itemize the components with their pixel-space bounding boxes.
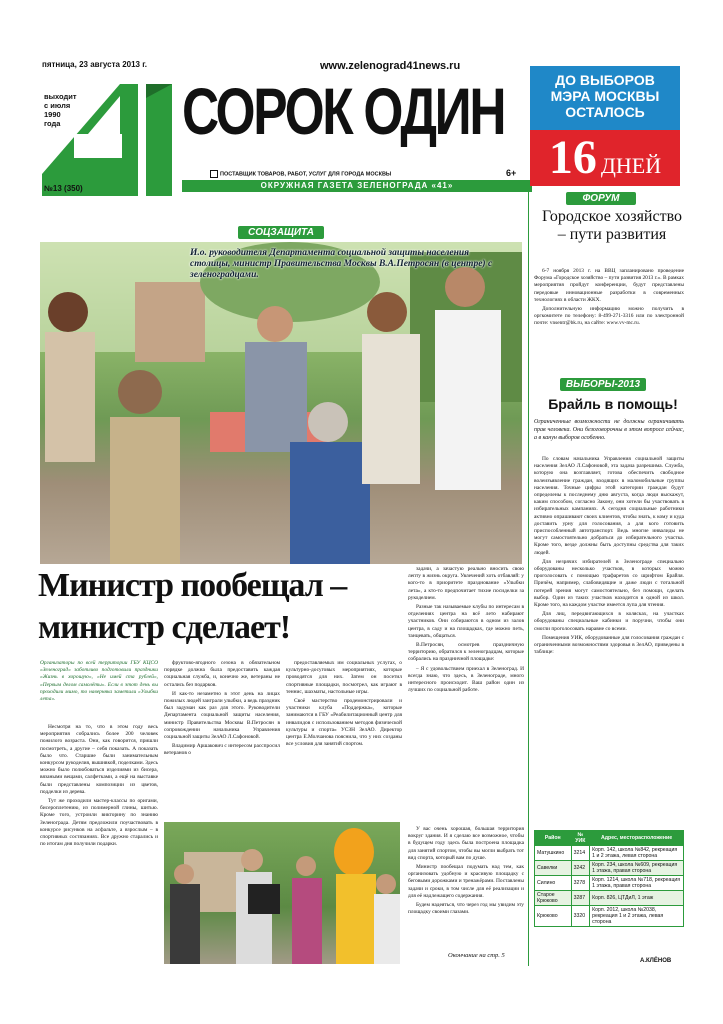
forum-body (534, 268, 684, 352)
elections-author: А.КЛЁНОВ (640, 958, 672, 964)
story-col-3 (286, 660, 402, 820)
countdown-number: 16 (548, 131, 597, 184)
story-paragraph: предоставляемых им социальных услугах, о культурно-досуговых мероприятиях, которые проводятся для них. Затем он посетил спортивные площадки, посмотрел, как играют в теннис, шахматы, настольные игры. (286, 660, 402, 695)
date-line: пятница, 23 августа 2013 г. (42, 60, 147, 69)
subtitle-bar (182, 180, 532, 192)
continued-note[interactable]: Окончание на стр. 5 (448, 952, 505, 959)
table-row (535, 906, 684, 927)
countdown-days (530, 130, 680, 186)
paper-title: СОРОК ОДИН (182, 74, 505, 148)
issue-number: №13 (350) (44, 184, 83, 193)
table-row (535, 876, 684, 891)
website-url[interactable]: www.zelenograd41news.ru (320, 60, 461, 72)
elections-body (534, 456, 684, 806)
slogan-text: ПОСТАВЩИК ТОВАРОВ, РАБОТ, УСЛУГ ДЛЯ ГОРОДА МОСКВЫ (220, 171, 392, 178)
main-photo (20, 242, 522, 564)
supplier-icon (210, 170, 218, 178)
table-cell: Корп. 234, школа №609, рекреация 1 этажа, правая сторона (590, 861, 684, 876)
forum-tag: ФОРУМ (566, 192, 636, 205)
elections-paragraph: Помещения УИК, оборудованные для голосования граждан с ограниченными возможностями здоровья в ЗелАО, приведены в таблице: (534, 634, 684, 656)
forum-headline: Городское хозяйство – пути развития (541, 208, 683, 243)
founded-label: выходит с июля 1990 года (44, 92, 77, 128)
table-row (535, 846, 684, 861)
table-cell: Силино (535, 876, 572, 891)
story-paragraph: Министр пообещал подумать над тем, как организовать удобную и красивую площадку с беговыми дорожками и тренажёрами. Поставлены задачи и сроки, в том числе для её реализации и для её надлежащего содержания. (408, 864, 524, 899)
photo-scene (40, 242, 522, 564)
story-paragraph: Своё мастерство продемонстрировали и участники клуба «Поддержка», которые занимаются в ГБУ «Реабилитационный центр для инвалидов с использованием методов физической культуры и спорта» УСЗН ЗелАО. Директор центра Е.Молчанова пояснила, что у них созданы все условия для занятий спортом. (286, 698, 402, 748)
forum-paragraph: 6-7 ноября 2013 г. на ВВЦ запланировано проведение Форума «Городское хозяйство – пути развития 2013 г.». В рамках мероприятия пройдут конференции, будут представлены передовые инновационные разработки в современных технологиях в области ЖКХ. (534, 268, 685, 303)
secondary-photo (164, 822, 400, 964)
story-paragraph: Владимир Аршакович с интересом расспросил ветеранов о (164, 743, 280, 757)
table-cell: 3287 (571, 891, 590, 906)
table-cell: Матушкино (535, 846, 572, 861)
story-paragraph: В.Петросян, осмотрев праздничную территорию, обратился к зеленоградцам, которые собрались на праздничной площадке: (408, 642, 524, 663)
story-col-4 (408, 566, 524, 822)
story-paragraph: Несмотря на то, что в этом году весь мероприятия собрались более 200 человек пожилого возраста. Они, как говорится, пришли посмотреть, а другие – себя показать. А показать было что. Старшие были занимательным конкурсом рукоделия, вышивкой, поделками. Здесь можно было полюбоваться изделиями из бисера, вязаными вещами, салфетками, а ещё на выставке были представлены композиции из цветов, подделки из дерева. (40, 724, 158, 795)
column-divider (528, 190, 529, 966)
story-paragraph: – Я с удовольствием приехал в Зеленоград. И всегда знаю, что здесь, в Зеленограде, много интересного происходит. Ваш район один из лучших по социальной работе. (408, 665, 524, 694)
story-col-5 (408, 826, 524, 948)
subtitle: ОКРУЖНАЯ ГАЗЕТА ЗЕЛЕНОГРАДА «41» (260, 181, 454, 190)
forum-paragraph: Дополнительную информацию можно получить в оргкомитете по телефону: 8-499-271-3316 или по электронной почте: vnsentr@bk.ru, на сайте: www.vv-mc.ru. (534, 306, 684, 327)
countdown-top: ДО ВЫБОРОВ МЭРА МОСКВЫ ОСТАЛОСЬ (550, 72, 660, 120)
table-cell: Корп. 826, ЦТДиЛ, 1 этаж (590, 891, 684, 906)
photo-caption: И.о. руководителя Департамента социальной защиты населения столицы, министр Правительства Москвы В.А.Петросян (в центре) с зеленоградцами. (190, 248, 493, 280)
table-cell: Корп. 2012, школа №2038, рекреация 1 и 2 этажа, левая сторона (590, 906, 684, 927)
table-cell: Савелки (535, 861, 572, 876)
table-header: № УИК (571, 831, 590, 846)
story-paragraph: Тут же проходили мастер-классы по оригами, бисероплетению, из полимерной глины, шитью. Кроме того, устроили викторину по знанию Зеленограда. Детям предложили поучаствовать в конкурсе рисунков на асфальте, а взрослым – в спортивных состязаниях. Все дружно старались и по итогам дня получили подарки. (40, 798, 158, 848)
countdown-header (530, 66, 680, 130)
main-headline-2: министр сделает! (38, 609, 291, 646)
table-header: Район (535, 831, 572, 846)
story-paragraph: Разные так называемые клубы по интересам в отделениях центра на всё лето набирают участников. Они собираются в одном из залов центра, в саду и на площадках, где можно петь, танцевать, общаться. (408, 604, 524, 639)
polling-table (534, 830, 684, 927)
photo-scene-2 (164, 822, 400, 964)
story-paragraph: У вас очень хорошая, большая территория вокруг здания. И я сделаю все возможное, чтобы в будущем году здесь была построена площадка для занятий спортом, чтобы вы могли выбрать тот вид спорта, который вам по душе. (408, 826, 524, 861)
elections-tag: ВЫБОРЫ-2013 (560, 378, 646, 391)
table-cell: Старое Крюково (535, 891, 572, 906)
slogan (210, 170, 391, 178)
main-headline-1: Министр пообещал – (38, 567, 347, 604)
table-cell: 3242 (571, 861, 590, 876)
story-paragraph: задачи, а зачастую реально вносить свою лепту в жизнь округа. Увлечений хоть отбавляй: у кого-то в приоритете празднование «Улыбки лета», а кто-то предпочитает тихие посиделки за рукоделием. (408, 566, 524, 601)
table-cell: Крюково (535, 906, 572, 927)
table-header: Адрес, месторасположение (590, 831, 684, 846)
elections-headline: Брайль в помощь! (548, 396, 678, 412)
elections-lead: Ограниченные возможности не должны ограничивать прав человека. Они безоговорочны в этом вопросе сейчас, а в канун выборов особенно. (534, 419, 684, 441)
table-cell: 3320 (571, 906, 590, 927)
story-col-2 (164, 660, 280, 820)
photo-credit: Фото А.Бусыгина (20, 474, 26, 522)
table-row (535, 861, 684, 876)
countdown-unit: ДНЕЙ (600, 153, 662, 178)
table-row (535, 891, 684, 906)
story-lead: Организаторы по всей территории ГБУ КЦСО «Зеленоград» заботливо подготовили праздники «Жизнь в хорошую», «Не имей ста рублей», «Первым делом самолёты». Если в этот день вы проходили мимо, то наверняка заметили «Улыбки лета». (40, 660, 158, 703)
main-tag: СОЦЗАЩИТА (238, 226, 324, 239)
table-cell: Корп. 1214, школа №718, рекреация 1 этажа, правая сторона (590, 876, 684, 891)
story-paragraph: Будем надеяться, что через год мы увидим эту площадку своими глазами. (408, 902, 524, 916)
table-cell: 3278 (571, 876, 590, 891)
story-paragraph: И как-то незаметно в этот день на лицах пожилых людей заиграли улыбки, а ведь праздник был задуман как раз для этого. Руководители Департамента социальной защиты населения, министр Правительства Москвы В.Петросян в сопровождении начальника Управления социальной защиты ЗелАО Л.Сафоновой. (164, 690, 280, 741)
elections-paragraph: Для лиц, передвигающихся в колясках, на участках оборудованы специальные кабинки и поручни, чтобы они смогли проголосовать наравне со всеми. (534, 611, 684, 632)
story-col-1 (40, 724, 158, 962)
elections-paragraph: Для незрячих избирателей в Зеленограде специально оборудованы несколько участков, в которых можно проголосовать с помощью трафаретов со шрифтом Брайля. Причём, например, слабовидящие и даже люди с тотальной потерей зрения могут самостоятельно, без помощи, сделать выбор. Один из таких участков находится в одной из школ. Кроме того, на каждом участке имеется лупа для чтения. (534, 558, 684, 609)
elections-paragraph: По словам начальника Управления социальной защиты населения ЗелАО Л.Сафоновой, эта задача разрешима. Служба, которую она возглавляет, готова обеспечить свободное волеизъявление граждан, входящих в маломобильные группы населения. Точные цифры этой категории граждан будут определены к последнему дню августа, когда люди выскажут, каким способом, согласно Закону, они хотели бы участвовать в избирательных кампаниях. А сегодня социальные работники активно опрашивают своих клиентов, чтобы знать, к кому и куда доставить урну для голосования, а для кого готовить приспособленный автотранспорт. Ведь многие инвалиды не могут самостоятельно добраться до избирательного участка. Кроме того, везде должны быть доступны средства для таких людей. (534, 456, 684, 556)
table-cell: 3214 (571, 846, 590, 861)
story-paragraph: фруктово-ягодного сезона в обязательном порядке должна была предоставить каждая социальная служба, и, конечно же, ветераны не остались без подарков. (164, 660, 280, 688)
table-cell: Корп. 142, школа №842, рекреация 1 и 2 этажа, левая сторона (590, 846, 684, 861)
age-rating: 6+ (506, 168, 517, 178)
